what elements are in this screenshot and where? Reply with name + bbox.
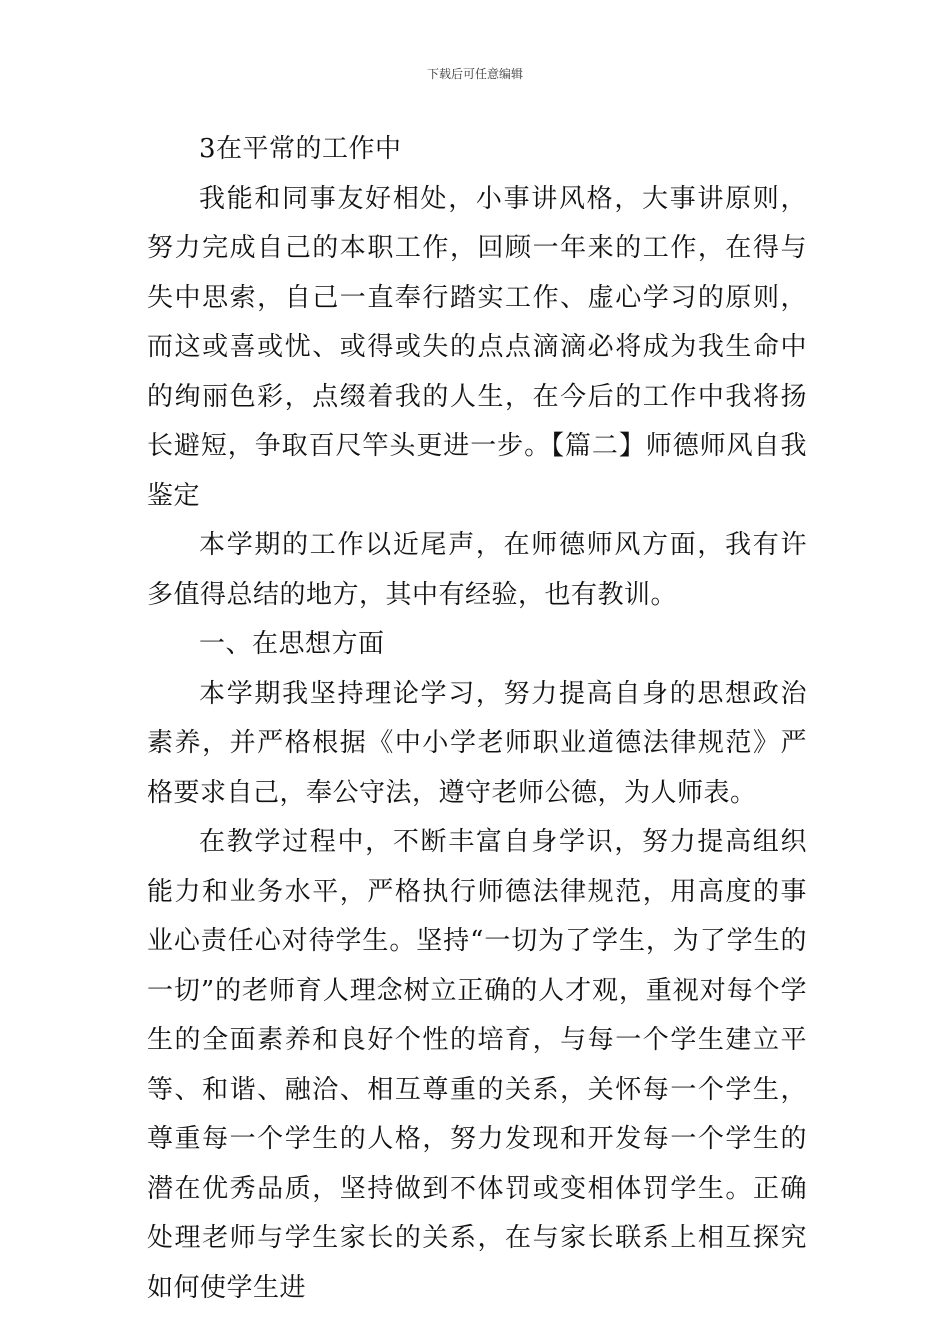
paragraph-section-3: 3在平常的工作中 [199,134,402,164]
paragraph-colleagues: 我能和同事友好相处，小事讲风格，大事讲原则，努力完成自己的本职工作，回顾一年来的工作，在得与失中思索，自己一直奉行踏实工作、虚心学习的原则，而这或喜或忧、或得或失的点点滴滴必将成为我生命中的绚丽色彩，点缀着我的人生，在今后的工作中我将扬长避短，争取百尺竿头更进一步。【篇二】师德师风自我鉴定 [147,183,807,511]
paragraph-semester-summary: 本学期的工作以近尾声，在师德师风方面，我有许多值得总结的地方，其中有经验，也有教训。 [147,530,807,610]
paragraph-teaching-process: 在教学过程中，不断丰富自身学识，努力提高组织能力和业务水平，严格执行师德法律规范，用高度的事业心责任心对待学生。坚持“一切为了学生，为了学生的一切”的老师育人理念树立正确的人才观，重视对每个学生的全面素养和良好个性的培育，与每一个学生建立平等、和谐、融洽、相互尊重的关系，关怀每一个学生，尊重每一个学生的人格，努力发现和开发每一个学生的潜在优秀品质，坚持做到不体罚或变相体罚学生。正确处理老师与学生家长的关系，在与家长联系上相互探究如何使学生进 [147,827,807,1303]
paragraph-heading-thought: 一、在思想方面 [199,629,385,659]
paragraph-theory-study: 本学期我坚持理论学习，努力提高自身的思想政治素养，并严格根据《中小学老师职业道德法律规范》严格要求自己，奉公守法，遵守老师公德，为人师表。 [147,678,807,808]
document-body [147,125,807,1313]
page-header: 下载后可任意编辑 [426,67,523,81]
